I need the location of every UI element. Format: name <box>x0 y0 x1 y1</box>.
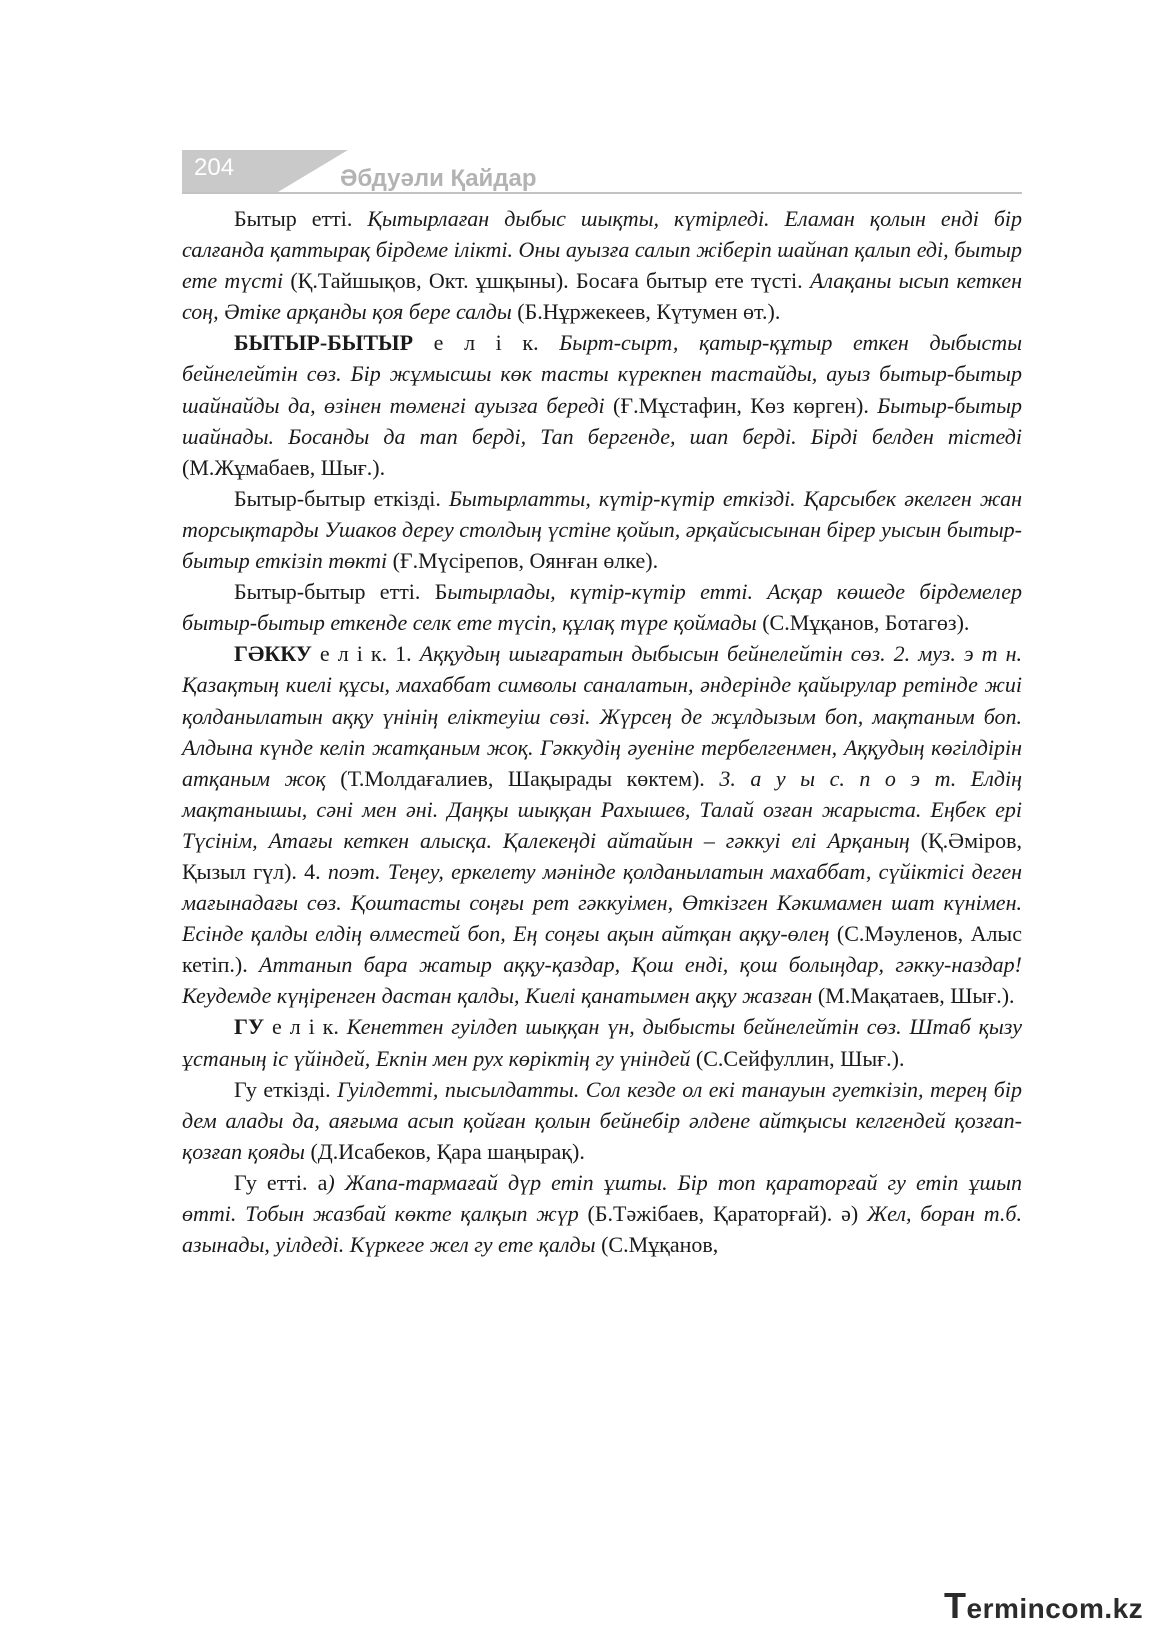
watermark-first-letter: T <box>944 1585 967 1626</box>
italic-text: Кенеттен гуілдеп шыққан үн, дыбысты бейнелейтін сөз. Штаб қызу ұстаның іс үйіндей, Екпін мен рух көріктің гу үніндей <box>182 1014 1023 1071</box>
dictionary-paragraph <box>182 1011 1022 1073</box>
plain-text: (С.Мұқанов, Ботагөз). <box>756 610 970 636</box>
italic-text: Гуілдетті, пысылдатты. Сол кезде ол екі танауын гуеткізіп, терең бір дем алады да, аяғыма асып қойған қолын бейнебір әлдене айтқысы келгендей қозғап-қозғап қояды <box>182 1076 1022 1164</box>
plain-text: е л і к. <box>413 330 560 356</box>
dictionary-body <box>182 203 1022 1260</box>
italic-text: Бытырлатты, күтір-күтір еткізді. Қарсыбек әкелген жан торсықтарды Ушаков дереу столдың үстіне қойып, әрқайсысынан бірер уысын бытыр-бытыр еткізіп төкті <box>182 485 1022 574</box>
page-number-tab-wedge <box>278 150 348 192</box>
italic-text: ытырлады, күтір-күтір етті. Асқар көшеде бірдемелер бытыр-бытыр еткенде селк ете түсіп, құлақ түре қоймады <box>182 579 1022 636</box>
plain-text: (Қ.Тайшықов, Окт. ұшқыны). Босаға бытыр ете түсті. <box>283 268 810 294</box>
page-header <box>182 150 1022 196</box>
italic-text: Алақаны ысып кеткен соң, Әтіке арқанды қоя бере салды <box>182 268 1023 325</box>
header-rule <box>182 192 1022 194</box>
italic-text: Бытыр-бытыр шайнады. Босанды да тап берді, Тап бергенде, шап берді. Бірді белден тістеді <box>182 392 1022 449</box>
plain-text: (Б.Тәжібаев, Қараторғай). ә) <box>578 1201 867 1226</box>
page-number: 204 <box>194 154 235 181</box>
plain-text: (Д.Исабеков, Қара шаңырақ). <box>304 1138 585 1164</box>
plain-text: (Т.Молдағалиев, Шақырады көктем). <box>325 765 720 791</box>
plain-text: (М.Жұмабаев, Шығ.). <box>182 454 386 480</box>
italic-text: поэт. Теңеу, еркелету мәнінде қолданылатын махаббат, сүйіктісі деген мағынадағы сөз. Қоштасты соңғы рет гәккуімен, Өткізген Кәкимамен шат күнімен. Есінде қалды елдің өлместей боп, Ең соңғы ақын айтқан аққу-өлең <box>182 858 1023 947</box>
headword: БЫТЫР-БЫТЫР <box>234 330 414 356</box>
plain-text: (С.Мәуленов, Алыс кетіп.). <box>182 921 1022 978</box>
plain-text: Бытыр-бытыр етті. Б <box>234 579 448 605</box>
plain-text: Бытыр-бытыр еткізді. <box>234 485 449 511</box>
plain-text: (Қ.Әміров, Қызыл гүл). 4. <box>182 827 1022 884</box>
plain-text: Гу еткізді. <box>234 1076 338 1102</box>
watermark-part-1: erminc <box>966 1593 1062 1624</box>
headword: ГУ <box>234 1014 265 1040</box>
italic-text: 3. а у ы с. п о э т. Елдің мақтанышы, сәні мен әні. Даңқы шыққан Рахышев, Талай озған жарыста. Еңбек ері Түсінім, Атағы кеткен алысқа. Қалекеңді айтайын – гәккуі елі Арқаның <box>182 765 1022 853</box>
dictionary-paragraph <box>182 638 1022 1011</box>
dictionary-paragraph <box>182 576 1022 638</box>
dictionary-paragraph <box>182 203 1022 327</box>
plain-text: (Ғ.Мүсірепов, Оянған өлке). <box>387 548 659 574</box>
plain-text: (Ғ.Мұстафин, Көз көрген). <box>604 392 878 418</box>
italic-text: Жел, боран т.б. азынады, уілдеді. Күркеге жел гу ете қалды <box>182 1201 1022 1258</box>
plain-text: е л і к. 1. <box>311 641 420 667</box>
plain-text: Гу етті. а <box>234 1169 328 1195</box>
dictionary-paragraph <box>182 1167 1022 1260</box>
plain-text: Бытыр етті. <box>234 206 368 231</box>
plain-text: (Б.Нұржекеев, Күтумен өт.). <box>511 299 781 325</box>
plain-text: (С.Сейфуллин, Шығ.). <box>690 1045 905 1071</box>
italic-text: Аққудың шығаратын дыбысын бейнелейтін сөз. 2. муз. э т н. Қазақтың киелі құсы, махаббат символы саналатын, әндерінде қайырулар ретінде жиі қолданылатын аққу үнінің еліктеуіш сөзі. Жүрсең де жұлдызым боп, мақтаным боп. Алдына күнде келіп жатқаным жоқ. Гәккудің әуеніне тербелгенмен, Аққудың көгілдірін атқаным жоқ <box>182 641 1022 791</box>
running-title: Әбдуәли Қайдар <box>340 165 537 192</box>
headword: ГӘККУ <box>234 641 312 667</box>
italic-text: Қытырлаған дыбыс шықты, күтірледі. Еламан қолын енді бір салғанда қаттырақ бірдеме ілікті. Оны ауызға салып жіберіп шайнап қалып еді, бытыр ете түсті <box>182 206 1022 294</box>
dictionary-paragraph <box>182 327 1022 482</box>
italic-text: Аттанып бара жатыр аққу-қаздар, Қош енді, қош болыңдар, гәкку-наздар! Кеудемде күңіренген дастан қалды, Киелі қанатымен аққу жазған <box>182 952 1023 1009</box>
italic-text: Бырт-сырт, қатыр-құтыр еткен дыбысты бейнелейтін сөз. Бір жұмысшы көк тасты күрекпен тастайды, ауыз бытыр-бытыр шайнайды да, өзінен төменгі ауызға береді <box>182 330 1023 418</box>
dictionary-paragraph <box>182 1074 1022 1167</box>
plain-text: (М.Мақатаев, Шығ.). <box>812 983 1015 1009</box>
watermark-part-2: m.kz <box>1078 1593 1144 1624</box>
dictionary-paragraph <box>182 483 1022 576</box>
plain-text: е л і к. <box>264 1014 347 1040</box>
site-watermark <box>944 1585 1143 1627</box>
italic-text: ) Жапа-тармағай дүр етіп ұшты. Бір топ қараторғай гу етіп ұшып өтті. Тобын жазбай көкте қалқып жүр <box>182 1169 1022 1226</box>
watermark-o-glyph: o <box>1061 1593 1079 1624</box>
plain-text: (С.Мұқанов, <box>595 1232 719 1258</box>
